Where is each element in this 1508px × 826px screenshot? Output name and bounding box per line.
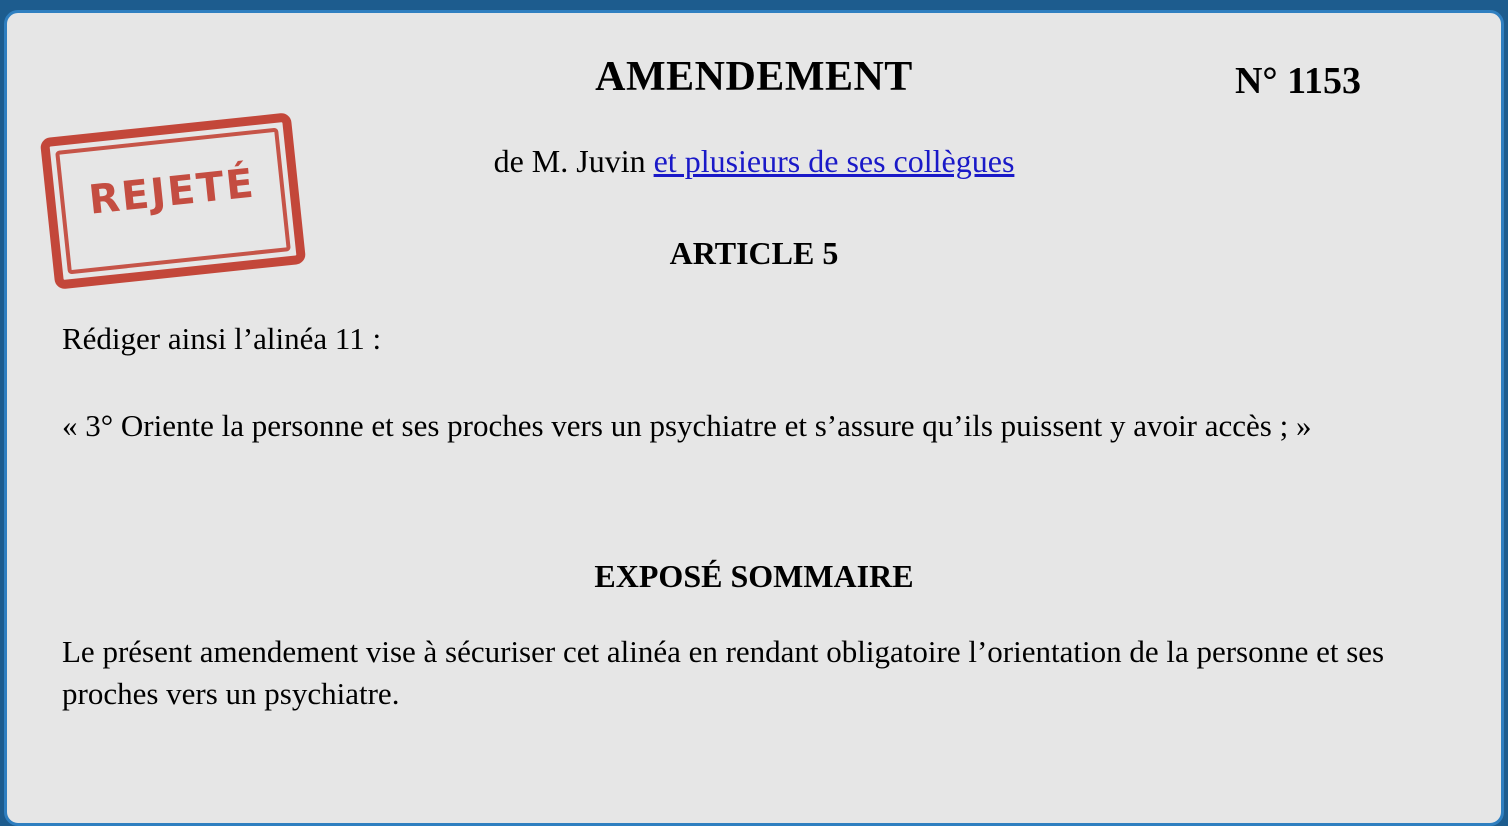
summary-heading: EXPOSÉ SOMMAIRE — [594, 558, 914, 594]
document-viewport — [4, 10, 1504, 826]
co-signatories-link[interactable]: et plusieurs de ses collègues — [653, 143, 1015, 179]
page-title: AMENDEMENT — [595, 54, 913, 100]
summary-paragraph: Le présent amendement vise à sécuriser cet alinéa en rendant obligatoire l’orientation de la personne et ses proches vers un psychiatre. — [62, 634, 1385, 711]
instruction-paragraph: Rédiger ainsi l’alinéa 11 : — [62, 321, 382, 356]
stamp-label: REJETÉ — [86, 160, 258, 224]
author-prefix: de M. Juvin — [493, 143, 654, 179]
document-header — [7, 53, 1501, 113]
amendment-text-paragraph: « 3° Oriente la personne et ses proches vers un psychiatre et s’assure qu’ils puissent y avoir accès ; » — [62, 408, 1312, 443]
amendment-number: N° 1153 — [1234, 60, 1361, 102]
rejected-stamp — [40, 112, 307, 290]
article-heading: ARTICLE 5 — [669, 235, 839, 271]
amendment-page — [7, 13, 1501, 823]
